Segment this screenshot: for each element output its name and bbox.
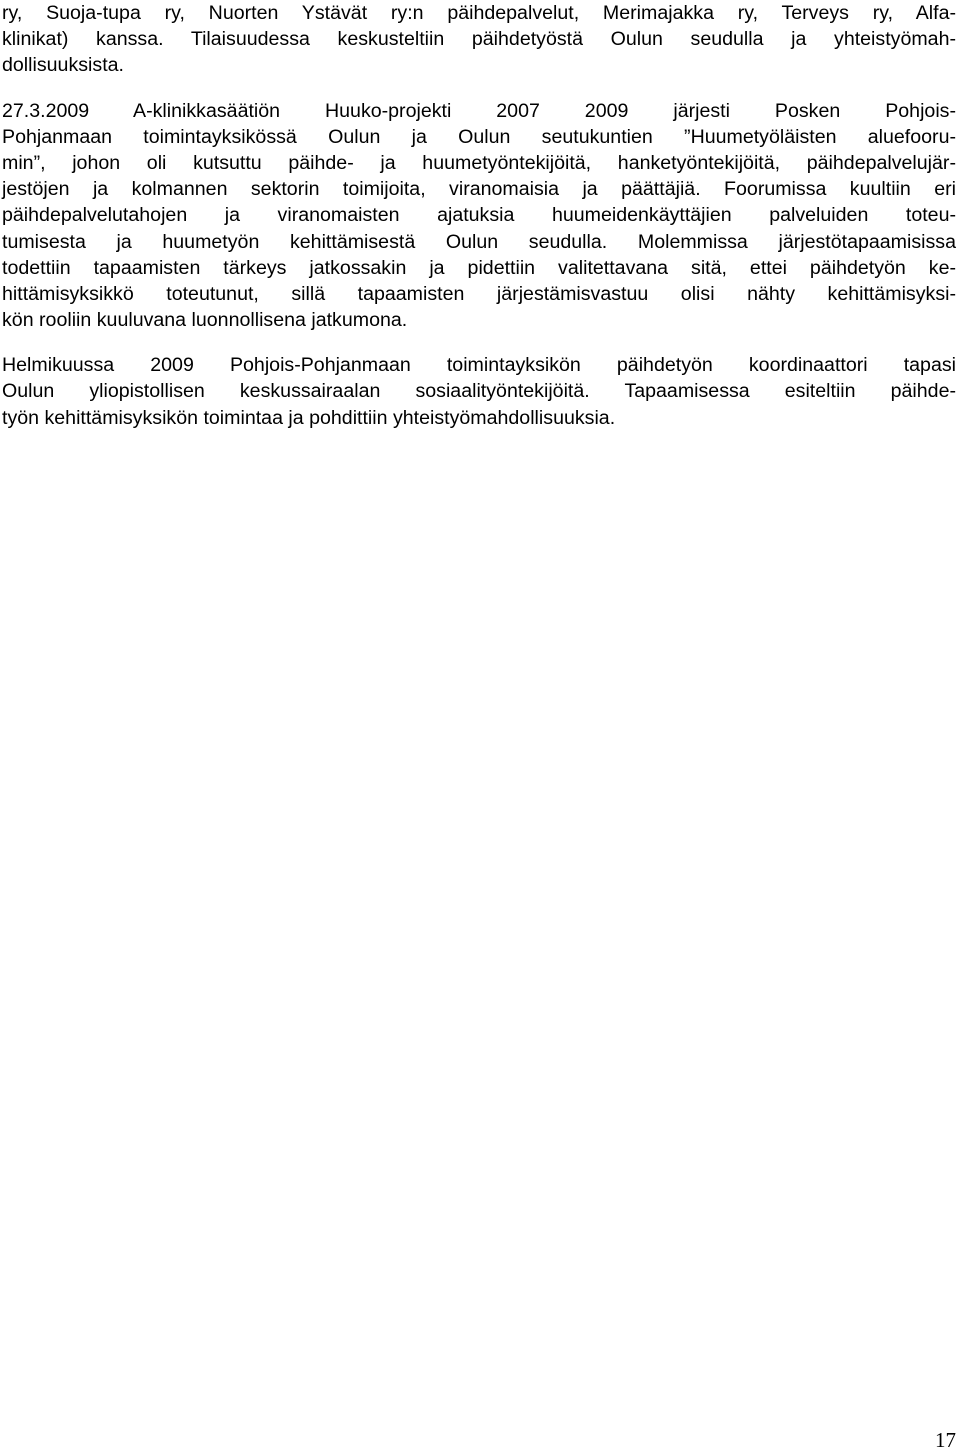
paragraph-line: jestöjen ja kolmannen sektorin toimijoita, viranomaisia ja päättäjiä. Foorumissa kuultiin eri [2, 178, 956, 201]
paragraph-line: todettiin tapaamisten tärkeys jatkossakin ja pidettiin valitettavana sitä, ettei päihdetyön ke- [2, 256, 956, 279]
paragraph-line: dollisuuksista. [2, 54, 124, 77]
paragraph-line: tumisesta ja huumetyön kehittämisestä Oulun seudulla. Molemmissa järjestötapaamisissa [2, 230, 956, 253]
page-number: 17 [935, 1428, 956, 1452]
paragraph-spacer [2, 79, 956, 98]
paragraph-line: kön rooliin kuuluvana luonnollisena jatkumona. [2, 309, 408, 332]
paragraph-line: Oulun yliopistollisen keskussairaalan sosiaalityöntekijöitä. Tapaamisessa esiteltiin päihde- [2, 380, 956, 403]
paragraph-line: 27.3.2009 A-klinikkasäätiön Huuko-projekti 2007 2009 järjesti Posken Pohjois- [2, 99, 956, 122]
paragraph-line: min”, johon oli kutsuttu päihde- ja huumetyöntekijöitä, hanketyöntekijöitä, päihdepalvelujär- [2, 151, 956, 174]
paragraph-line: klinikat) kanssa. Tilaisuudessa keskusteltiin päihdetyöstä Oulun seudulla ja yhteistyömah- [2, 28, 956, 51]
paragraph-line: Helmikuussa 2009 Pohjois-Pohjanmaan toimintayksikön päihdetyön koordinaattori tapasi [2, 354, 956, 377]
paragraph-1 [2, 0, 956, 79]
paragraph-spacer [2, 333, 956, 352]
paragraph-line: ry, Suoja-tupa ry, Nuorten Ystävät ry:n päihdepalvelut, Merimajakka ry, Terveys ry, Alfa- [2, 2, 956, 24]
paragraph-2 [2, 98, 956, 334]
paragraph-3 [2, 352, 956, 431]
paragraph-line: työn kehittämisyksikön toimintaa ja pohdittiin yhteistyömahdollisuuksia. [2, 406, 616, 429]
paragraph-line: hittämisyksikkö toteutunut, sillä tapaamisten järjestämisvastuu olisi nähty kehittämisyksi- [2, 282, 956, 305]
paragraph-line: Pohjanmaan toimintayksikössä Oulun ja Oulun seutukuntien ”Huumetyöläisten aluefooru- [2, 125, 956, 148]
document-body [2, 0, 956, 431]
paragraph-line: päihdepalvelutahojen ja viranomaisten ajatuksia huumeidenkäyttäjien palveluiden toteu- [2, 204, 956, 227]
